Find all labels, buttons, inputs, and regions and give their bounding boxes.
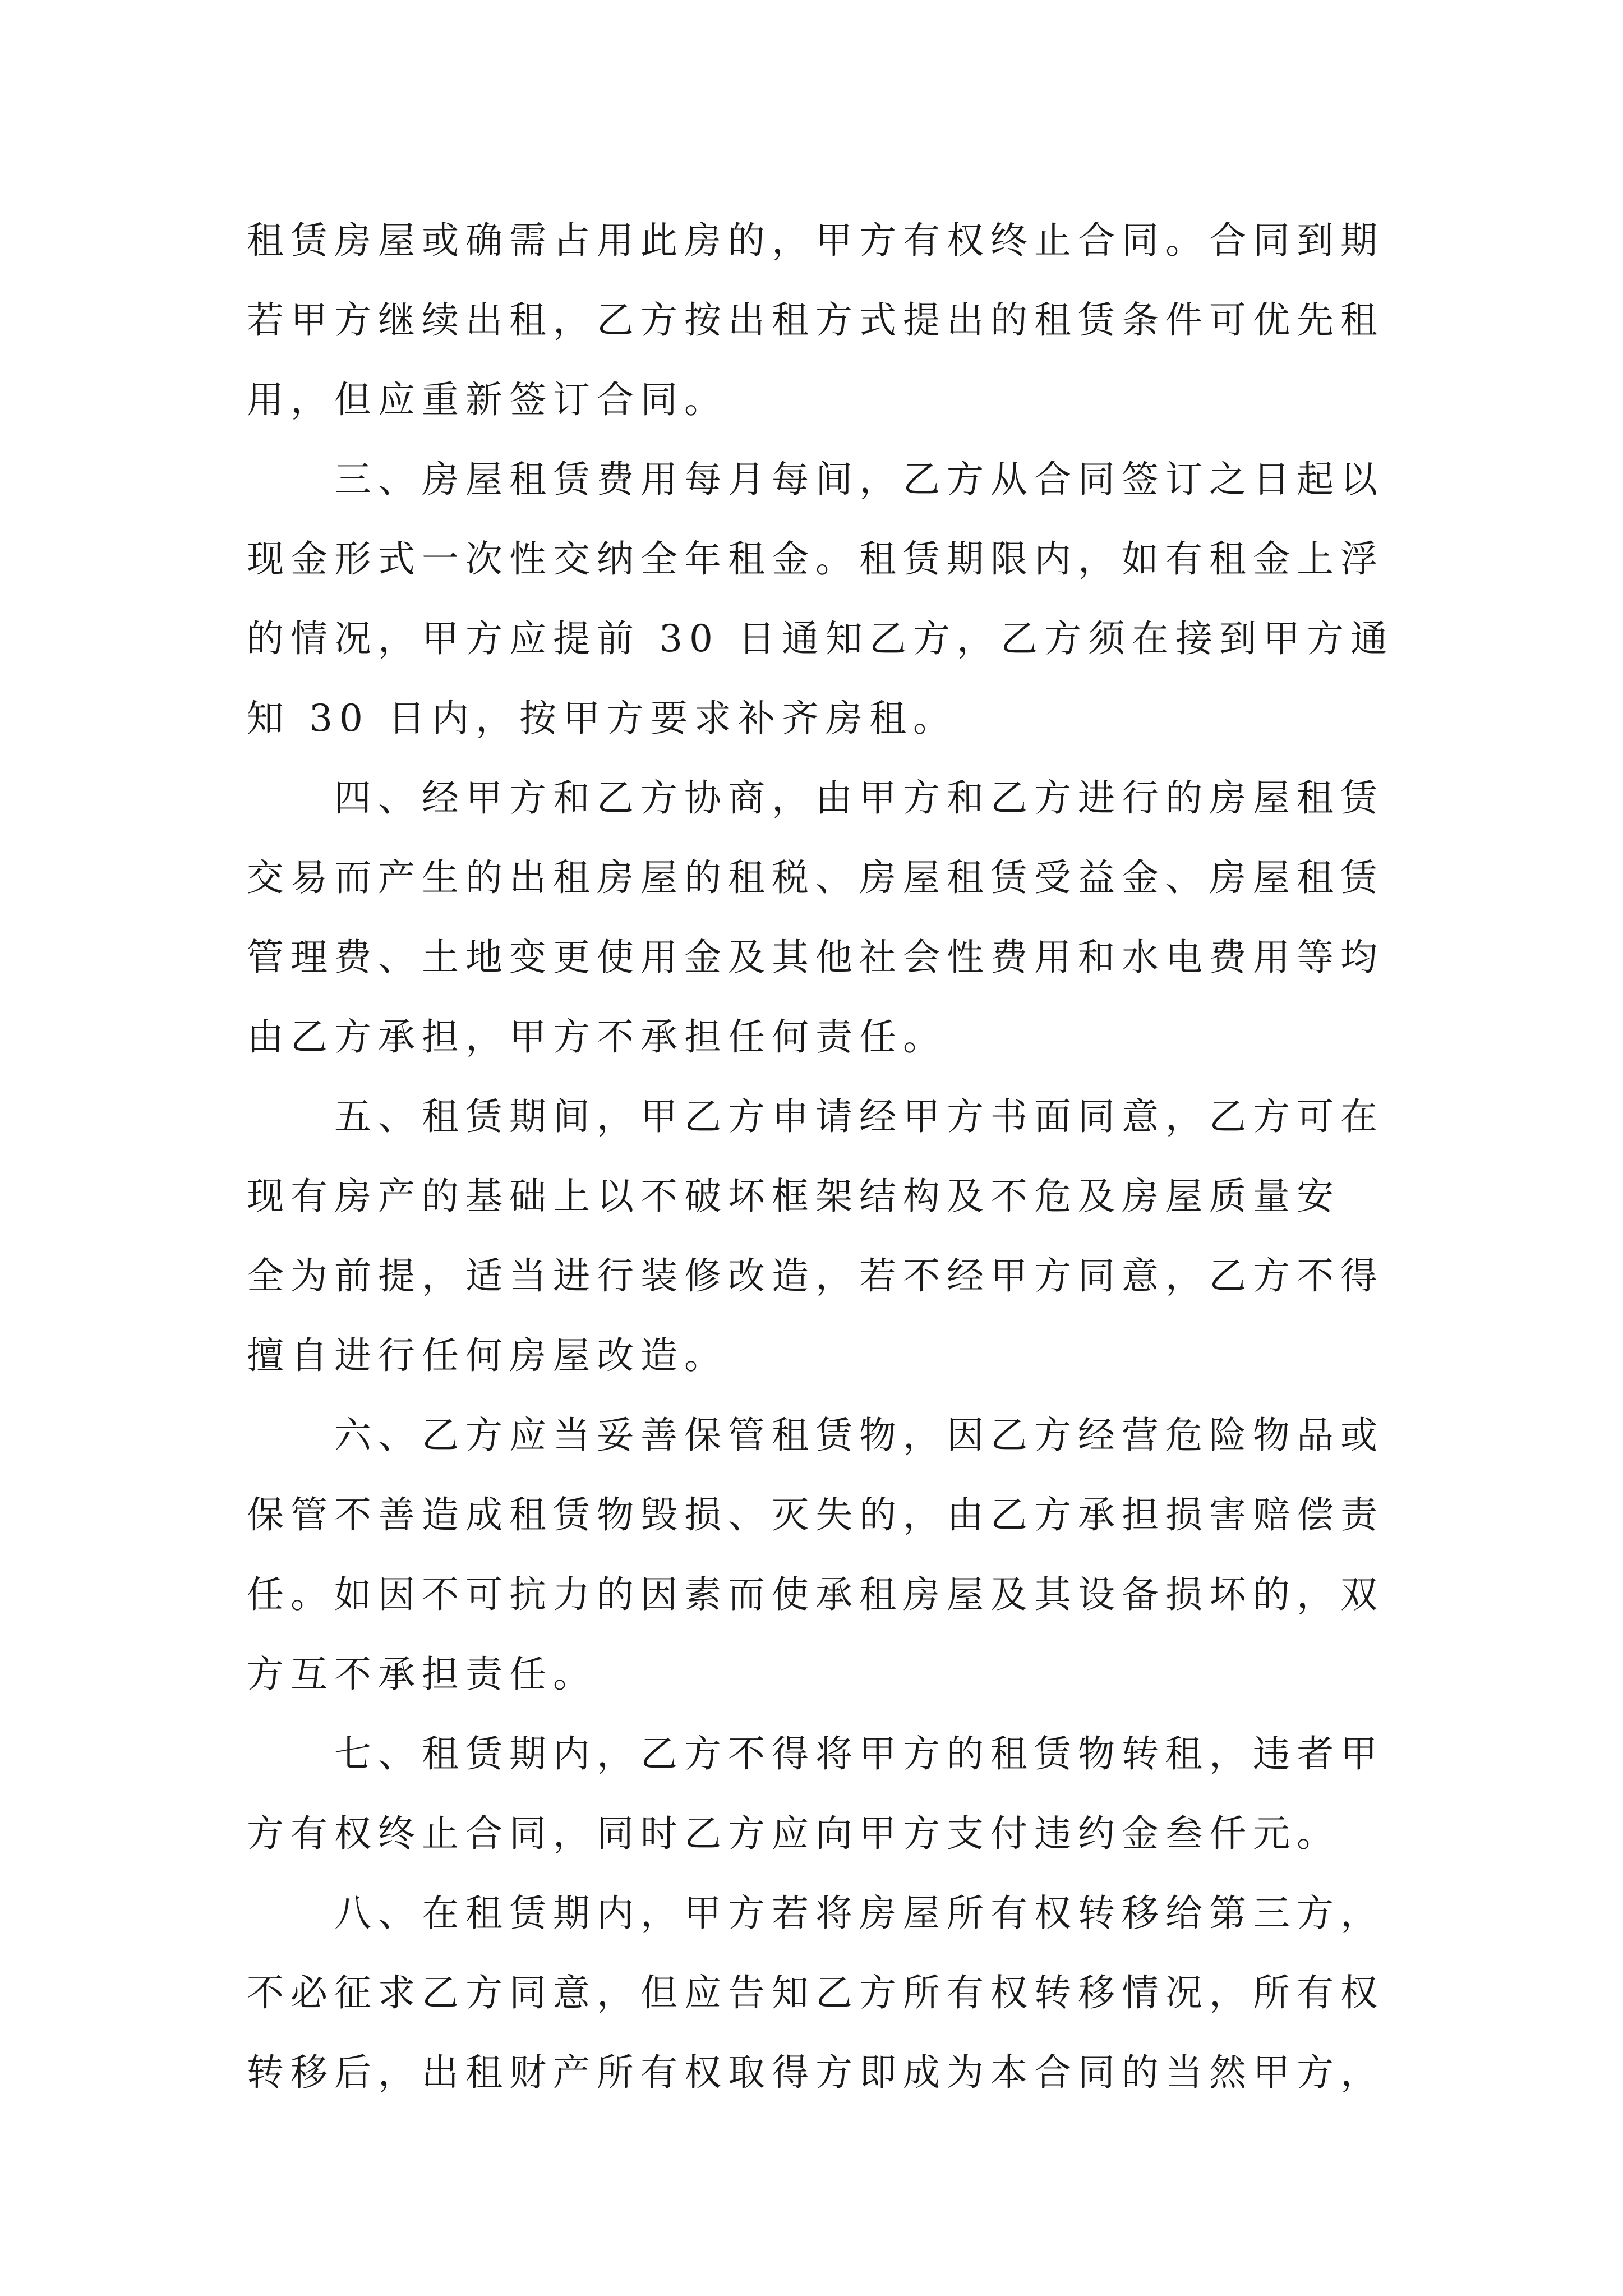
text-line: 任。如因不可抗力的因素而使承租房屋及其设备损坏的，双: [247, 1573, 1384, 1616]
clause-5-first-line: 五、租赁期间，甲乙方申请经甲方书面同意，乙方可在: [334, 1095, 1384, 1138]
text-line: 用，但应重新签订合同。: [247, 378, 728, 421]
clause-6-first-line: 六、乙方应当妥善保管租赁物，因乙方经营危险物品或: [334, 1414, 1384, 1457]
text-line: 方有权终止合同，同时乙方应向甲方支付违约金叁仟元。: [247, 1812, 1340, 1855]
text-line: 保管不善造成租赁物毁损、灭失的，由乙方承担损害赔偿责: [247, 1493, 1384, 1536]
text-line: 若甲方继续出租，乙方按出租方式提出的租赁条件可优先租: [247, 298, 1384, 342]
clause-8-first-line: 八、在租赁期内，甲方若将房屋所有权转移给第三方，: [334, 1892, 1384, 1935]
text-line: 不必征求乙方同意，但应告知乙方所有权转移情况，所有权: [247, 1971, 1384, 2014]
text-line: 知 30 日内，按甲方要求补齐房租。: [247, 697, 957, 740]
text-line: 租赁房屋或确需占用此房的，甲方有权终止合同。合同到期: [247, 219, 1384, 262]
text-line: 擅自进行任何房屋改造。: [247, 1334, 728, 1377]
clause-7-first-line: 七、租赁期内，乙方不得将甲方的租赁物转租，违者甲: [334, 1732, 1384, 1775]
text-line: 全为前提，适当进行装修改造，若不经甲方同意，乙方不得: [247, 1254, 1384, 1297]
text-line: 交易而产生的出租房屋的租税、房屋租赁受益金、房屋租赁: [247, 856, 1384, 899]
text-line: 方互不承担责任。: [247, 1653, 597, 1696]
contract-body-text: [247, 201, 1394, 2113]
text-line: 的情况，甲方应提前 30 日通知乙方，乙方须在接到甲方通: [247, 617, 1394, 660]
clause-4-first-line: 四、经甲方和乙方协商，由甲方和乙方进行的房屋租赁: [334, 776, 1384, 820]
text-line: 由乙方承担，甲方不承担任何责任。: [247, 1015, 947, 1059]
text-line: 现金形式一次性交纳全年租金。租赁期限内，如有租金上浮: [247, 537, 1384, 581]
text-line: 转移后，出租财产所有权取得方即成为本合同的当然甲方，: [247, 2051, 1384, 2094]
text-line: 现有房产的基础上以不破坏框架结构及不危及房屋质量安: [247, 1175, 1340, 1218]
text-line: 管理费、土地变更使用金及其他社会性费用和水电费用等均: [247, 936, 1384, 979]
clause-3-first-line: 三、房屋租赁费用每月每间，乙方从合同签订之日起以: [334, 458, 1384, 501]
